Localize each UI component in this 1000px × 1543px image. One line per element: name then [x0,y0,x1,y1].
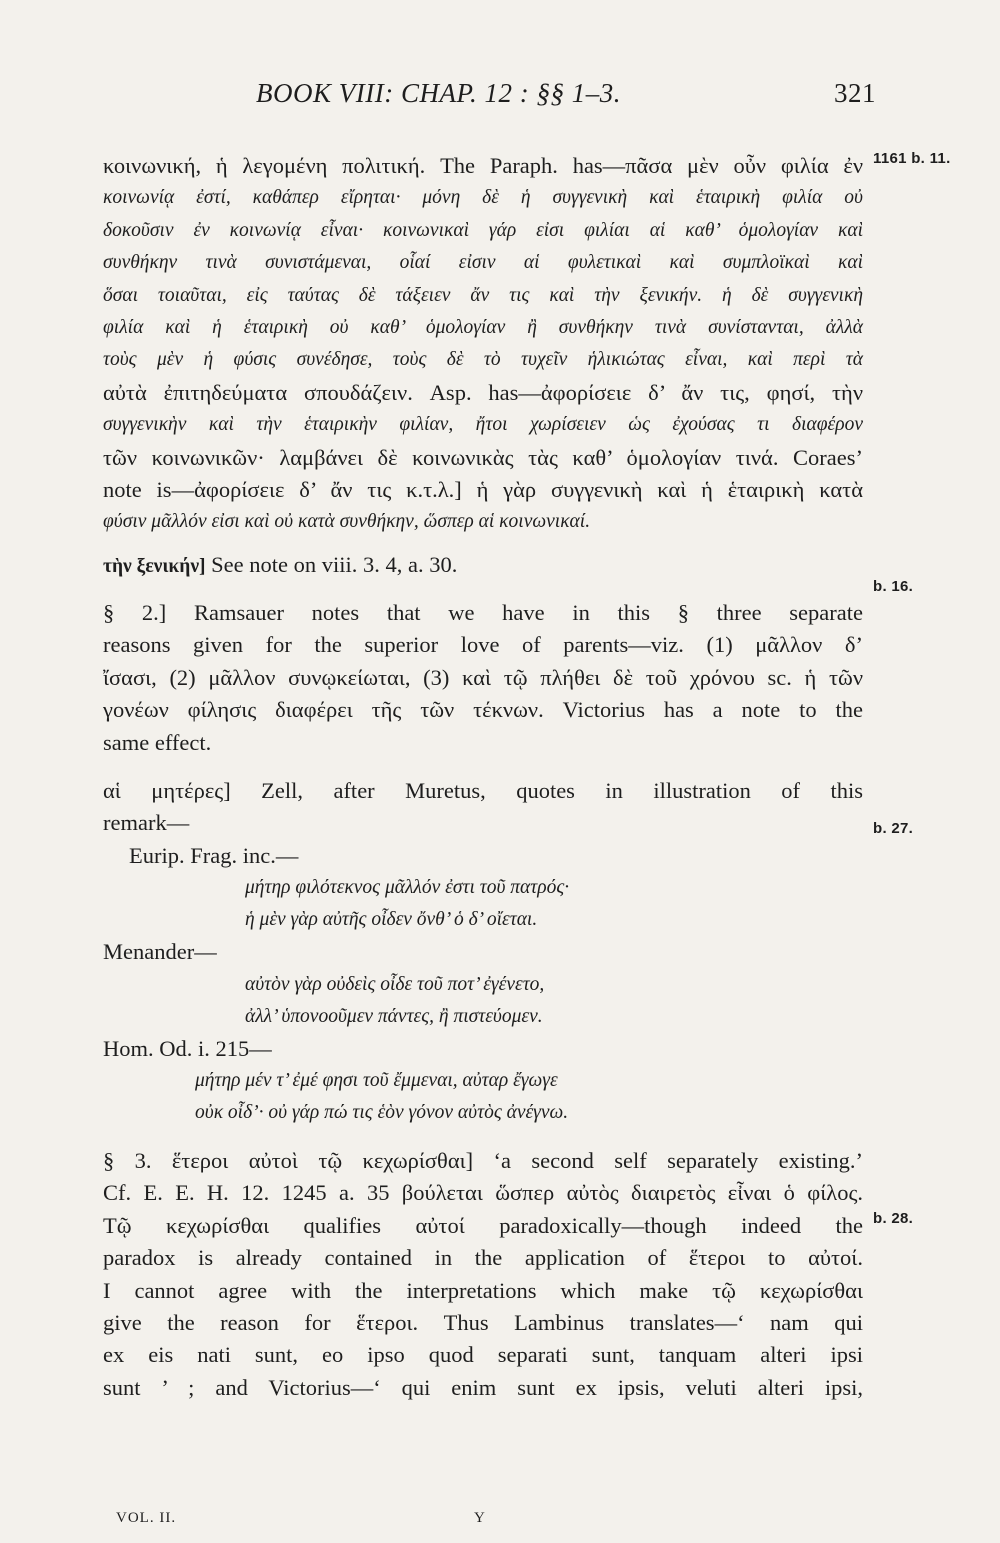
quote-intro: Menander— [103,939,217,965]
verse-line: ἡ μὲν γὰρ αὐτῆς οἶδεν ὄνθ’ ὁ δ’ οἴεται. [245,909,538,931]
text-line: give the reason for ἕτεροι. Thus Lambinus translates—‘ nam qui [103,1309,863,1335]
text-line: αἱ μητέρες] Zell, after Muretus, quotes in illustration of this [103,778,863,804]
margin-reference: 1161 b. 11. [873,150,951,167]
text-line: δοκοῦσιν ἐν κοινωνίᾳ εἶναι· κοινωνικαὶ γάρ εἰσι φιλίαι αἱ καθ’ ὁμολογίαν καὶ [103,219,863,241]
page-body [103,150,951,1404]
text-line: συνθήκην τινὰ συνιστάμεναι, οἷαί εἰσιν αἱ φυλετικαὶ καὶ συμπλοϊκαὶ καὶ [103,252,863,274]
text-line: ὅσαι τοιαῦται, εἰς ταύτας δὲ τάξειεν ἄν τις καὶ τὴν ξενικήν. ἡ δὲ συγγενικὴ [103,284,863,306]
text-line: Cf. E. E. H. 12. 1245 a. 35 βούλεται ὥσπερ αὐτὸς διαιρετὸς εἶναι ὁ φίλος. [103,1180,863,1206]
signature-mark: Y [474,1510,486,1526]
text-line: same effect. [103,729,212,755]
quote-intro: Eurip. Frag. inc.— [129,842,299,868]
lemma: τὴν ξενικήν] [103,555,206,577]
running-title: BOOK VIII: CHAP. 12 : §§ 1–3. [256,78,621,108]
running-header [256,78,876,109]
text-line: συγγενικὴν καὶ τὴν ἑταιρικὴν φιλίαν, ἤτοι χωρίσειεν ὡς ἐχούσας τι διαφέρον [103,414,863,436]
text-line: κοινωνική, ἡ λεγομένη πολιτική. The Paraph. has—πᾶσα μὲν οὖν φιλία ἐν [103,153,863,178]
text-line: I cannot agree with the interpretations which make τῷ κεχωρίσθαι [103,1277,863,1303]
page-footer [116,1510,616,1527]
verse-line: μήτηρ φιλότεκνος μᾶλλόν ἐστι τοῦ πατρός· [245,877,570,899]
text-line: remark— [103,810,190,836]
lemma-line [103,549,863,581]
text-line: § 2.] Ramsauer notes that we have in this § three separate [103,600,863,626]
margin-reference: b. 16. [873,578,914,595]
text-line: αὐτὰ ἐπιτηδεύματα σπουδάζειν. Asp. has—ἀφορίσειε δ’ ἄν τις, φησί, τὴν [103,379,863,405]
text-line: τῶν κοινωνικῶν· λαμβάνει δὲ κοινωνικὰς τὰς καθ’ ὁμολογίαν τινά. Coraes’ [103,444,863,470]
text-line: sunt ’ ; and Victorius—‘ qui enim sunt ex ipsis, veluti alteri ipsi, [103,1374,863,1400]
verse-line: οὐκ οἶδ’· οὐ γάρ πώ τις ἑὸν γόνον αὐτὸς ἀνέγνω. [195,1101,569,1123]
margin-reference: b. 27. [873,820,914,837]
text-line: τοὺς μὲν ἡ φύσις συνέδησε, τοὺς δὲ τὸ τυχεῖν ἡλικιώτας εἶναι, καὶ περὶ τὰ [103,349,863,371]
text-line: § 3. ἕτεροι αὐτοὶ τῷ κεχωρίσθαι] ‘a second self separately existing.’ [103,1147,863,1173]
text-line: φιλία καὶ ἡ ἑταιρικὴ οὐ καθ’ ὁμολογίαν ἢ συνθήκην τινὰ συνίστανται, ἀλλὰ [103,316,863,338]
text-line: note is—ἀφορίσειε δ’ ἄν τις κ.τ.λ.] ἡ γὰρ συγγενικὴ καὶ ἡ ἑταιρικὴ κατὰ [103,476,863,502]
margin-reference: b. 28. [873,1210,914,1227]
text-line: γονέων φίλησις διαφέρει τῆς τῶν τέκνων. Victorius has a note to the [103,697,863,723]
lemma-note: See note on viii. 3. 4, a. 30. [205,551,458,577]
text-line: φύσιν μᾶλλόν εἰσι καὶ οὐ κατὰ συνθήκην, ὥσπερ αἱ κοινωνικαί. [103,511,591,533]
text-line: paradox is already contained in the application of ἕτεροι to αὐτοί. [103,1245,863,1271]
text-line: ex eis nati sunt, eo ipso quod separati sunt, tanquam alteri ipsi [103,1342,863,1368]
text-line: Τῷ κεχωρίσθαι qualifies αὐτοί paradoxically—though indeed the [103,1212,863,1238]
text-line: κοινωνίᾳ ἐστί, καθάπερ εἴρηται· μόνη δὲ ἡ συγγενικὴ καὶ ἑταιρικὴ φιλία οὐ [103,187,863,209]
verse-line: αὐτὸν γὰρ οὐδεὶς οἶδε τοῦ ποτ’ ἐγένετο, [245,973,545,995]
volume-label: VOL. II. [116,1510,177,1526]
page-number: 321 [834,78,876,108]
text-line: ἴσασι, (2) μᾶλλον συνῳκείωται, (3) καὶ τῷ πλήθει δὲ τοῦ χρόνου sc. ἡ τῶν [103,664,863,690]
quote-intro: Hom. Od. i. 215— [103,1035,272,1061]
verse-line: ἀλλ’ ὑπονοοῦμεν πάντες, ἢ πιστεύομεν. [245,1005,543,1027]
text-line: reasons given for the superior love of parents—viz. (1) μᾶλλον δ’ [103,632,863,658]
verse-line: μήτηρ μέν τ’ ἐμέ φησι τοῦ ἔμμεναι, αὐταρ ἔγωγε [195,1069,558,1091]
